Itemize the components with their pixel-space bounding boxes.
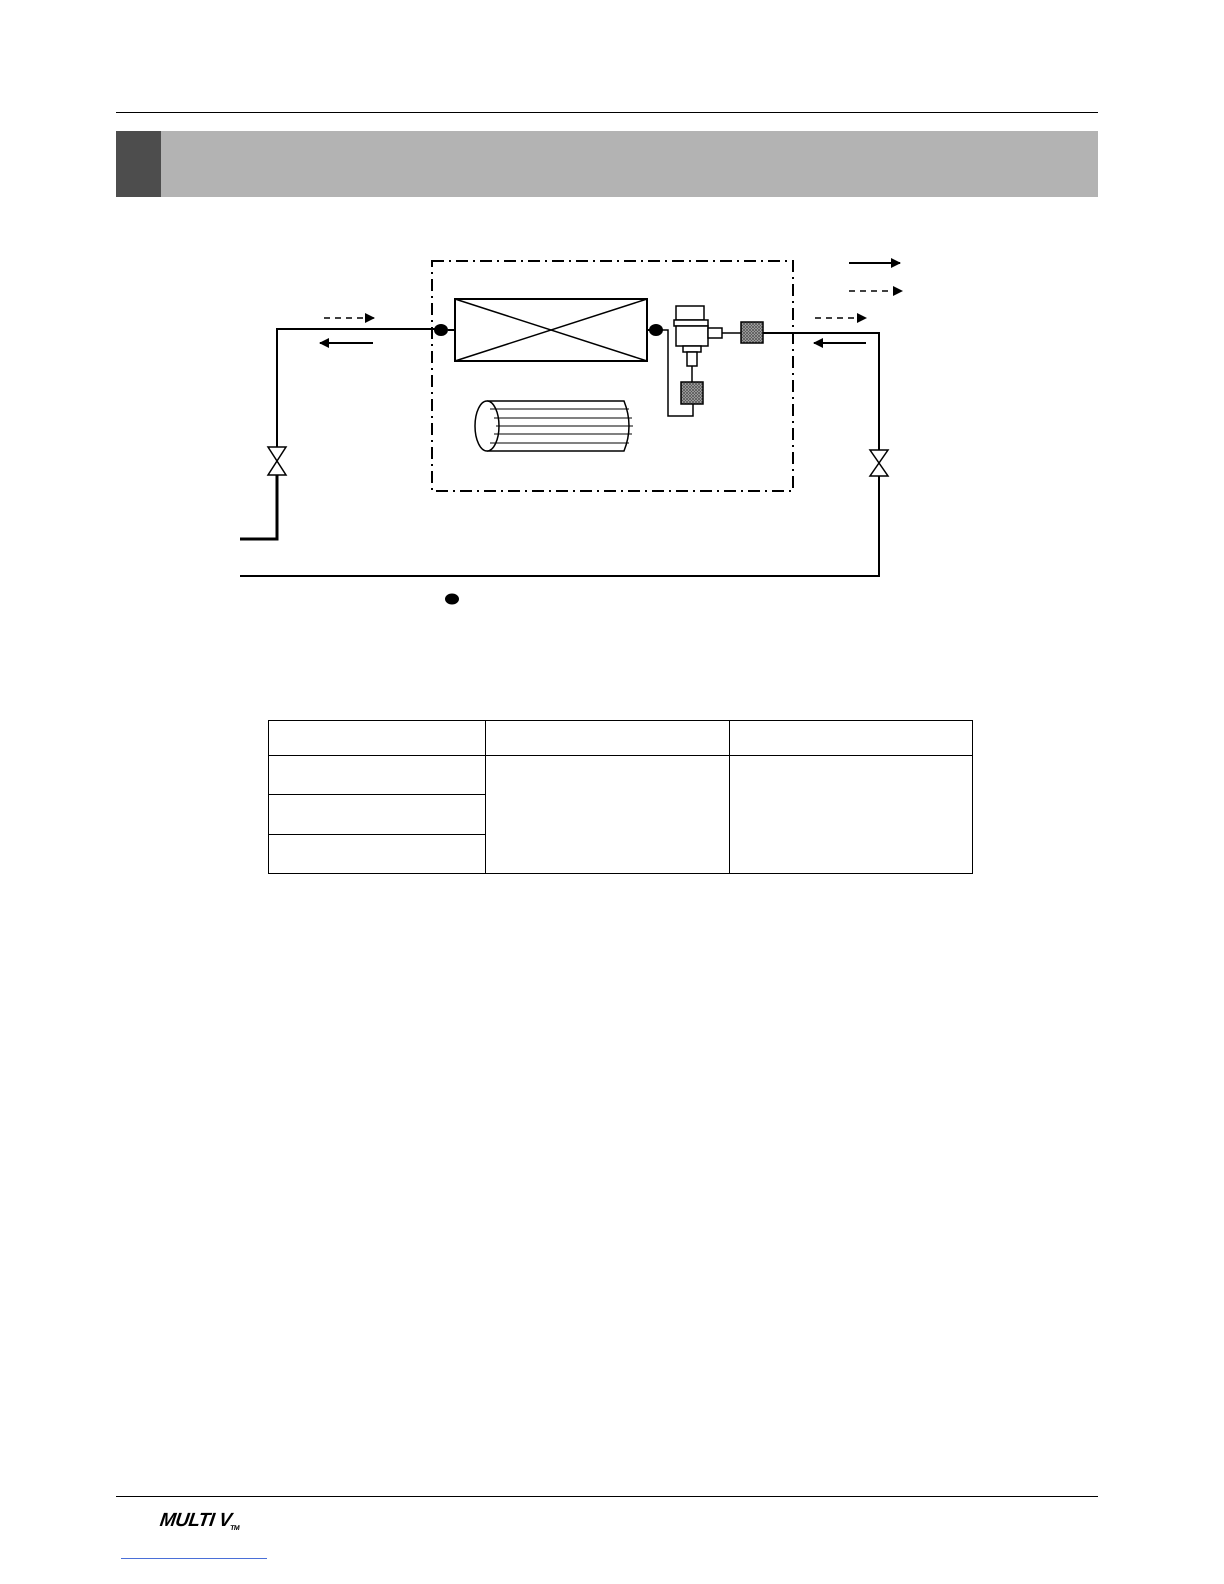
sensor-point-icon [649, 324, 663, 336]
brand-logo-tm: TM [229, 1525, 240, 1532]
table-cell-merged [486, 756, 730, 874]
legend [849, 263, 902, 291]
service-valve-icon [870, 450, 888, 476]
footer-link-underline[interactable] [121, 1558, 267, 1559]
footer-rule [116, 1496, 1098, 1497]
table-cell-merged [730, 756, 973, 874]
spec-table [268, 720, 973, 874]
refrigerant-cycle-diagram [0, 0, 1224, 640]
table-header-cell [730, 721, 973, 756]
indoor-unit-boundary [432, 261, 793, 491]
table-header-cell [486, 721, 730, 756]
table-cell [269, 795, 486, 834]
sensor-point-icon [434, 324, 448, 336]
table-header-cell [269, 721, 486, 756]
strainer-icon [681, 382, 703, 404]
sensor-point-icon [445, 594, 459, 605]
table-row [269, 756, 973, 795]
expansion-valve-icon [674, 306, 722, 382]
table-cell [269, 756, 486, 795]
service-valve-icon [268, 447, 286, 475]
heat-exchanger-icon [455, 299, 647, 361]
brand-logo-text: MULTI V [158, 1510, 233, 1531]
right-pipe [240, 333, 879, 576]
table-cell [269, 834, 486, 873]
strainer-icon [741, 322, 763, 343]
table-header-row [269, 721, 973, 756]
fan-icon [475, 401, 633, 451]
brand-logo [158, 1510, 241, 1532]
left-pipe [240, 329, 441, 539]
